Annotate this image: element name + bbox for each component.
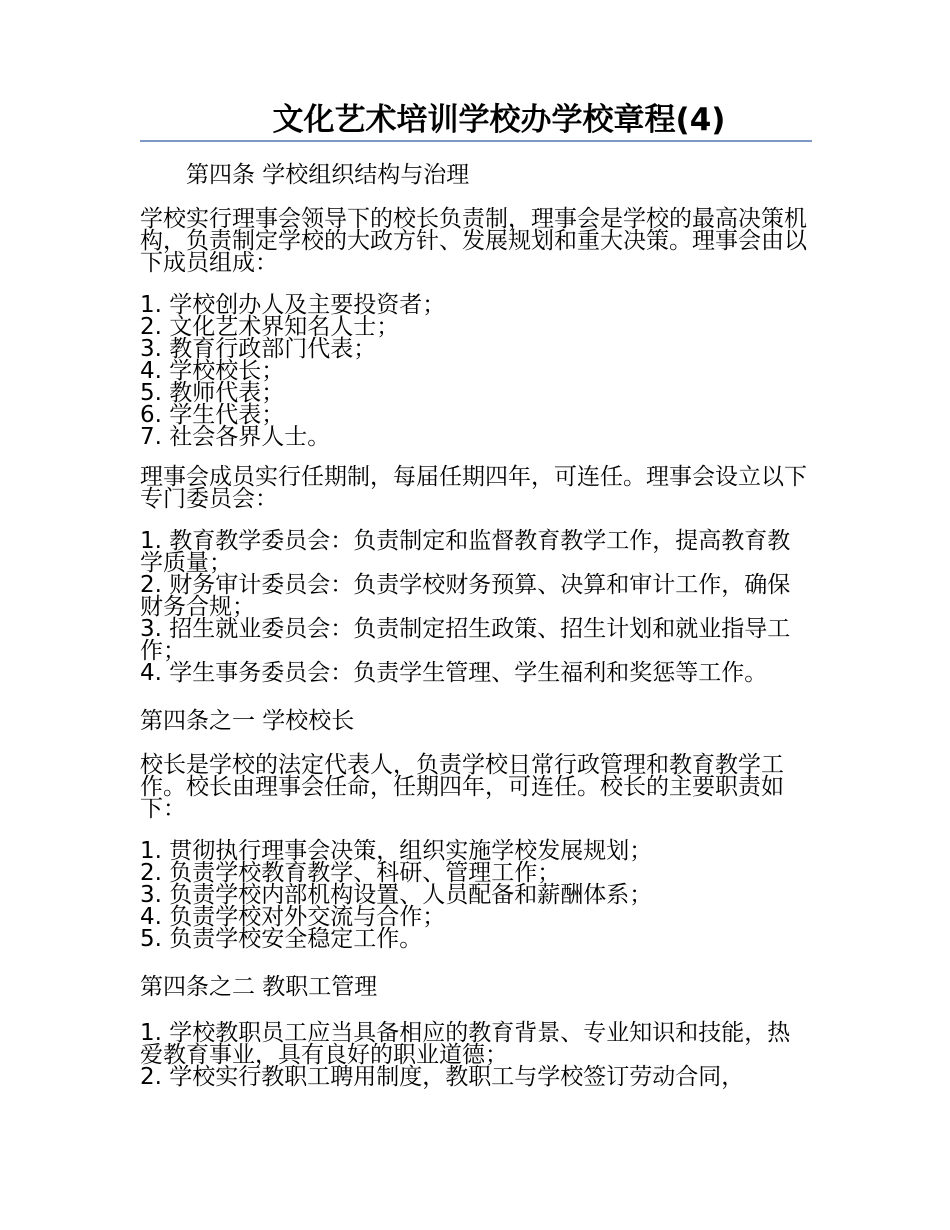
document-page (140, 100, 812, 1088)
list-item: 4. 负责学校对外交流与合作； (140, 904, 446, 930)
list-item: 1. 贯彻执行理事会决策，组织实施学校发展规划； (140, 838, 653, 864)
committees-list (140, 530, 812, 684)
list-item: 1. 学校创办人及主要投资者； (140, 292, 446, 318)
principal-paragraph: 校长是学校的法定代表人，负责学校日常行政管理和教育教学工作。校长由理事会任命，任期四年，可连任。校长的主要职责如下： (140, 752, 784, 822)
staff-list (140, 1022, 812, 1088)
staff-heading: 第四条之二 教职工管理 (140, 974, 378, 1000)
committee-paragraph: 理事会成员实行任期制，每届任期四年，可连任。理事会设立以下专门委员会： (140, 464, 807, 512)
list-item: 7. 社会各界人士。 (140, 424, 331, 450)
list-item: 1. 学校教职员工应当具备相应的教育背景、专业知识和技能，热爱教育事业，具有良好的职业道德； (140, 1020, 791, 1068)
document-title: 文化艺术培训学校办学校章程(4) (140, 100, 812, 142)
principal-duties-list (140, 840, 812, 950)
board-members-list (140, 294, 812, 448)
list-item: 3. 招生就业委员会：负责制定招生政策、招生计划和就业指导工作； (140, 616, 791, 664)
list-item: 1. 教育教学委员会：负责制定和监督教育教学工作，提高教育教学质量； (140, 528, 791, 576)
list-item: 5. 负责学校安全稳定工作。 (140, 926, 423, 952)
list-item: 3. 负责学校内部机构设置、人员配备和薪酬体系； (140, 882, 653, 908)
list-item: 2. 文化艺术界知名人士； (140, 314, 400, 340)
list-item: 6. 学生代表； (140, 402, 285, 428)
list-item: 2. 负责学校教育教学、科研、管理工作； (140, 860, 561, 886)
list-item: 3. 教育行政部门代表； (140, 336, 377, 362)
list-item: 5. 教师代表； (140, 380, 285, 406)
list-item: 4. 学校校长； (140, 358, 285, 384)
intro-paragraph: 学校实行理事会领导下的校长负责制，理事会是学校的最高决策机构，负责制定学校的大政方针、发展规划和重大决策。理事会由以下成员组成： (140, 206, 807, 276)
principal-heading: 第四条之一 学校校长 (140, 708, 355, 734)
list-item: 2. 学校实行教职工聘用制度，教职工与学校签订劳动合同， (140, 1064, 745, 1090)
list-item: 4. 学生事务委员会：负责学生管理、学生福利和奖惩等工作。 (140, 660, 768, 686)
article-heading: 第四条 学校组织结构与治理 (186, 162, 470, 188)
list-item: 2. 财务审计委员会：负责学校财务预算、决算和审计工作，确保财务合规； (140, 572, 791, 620)
